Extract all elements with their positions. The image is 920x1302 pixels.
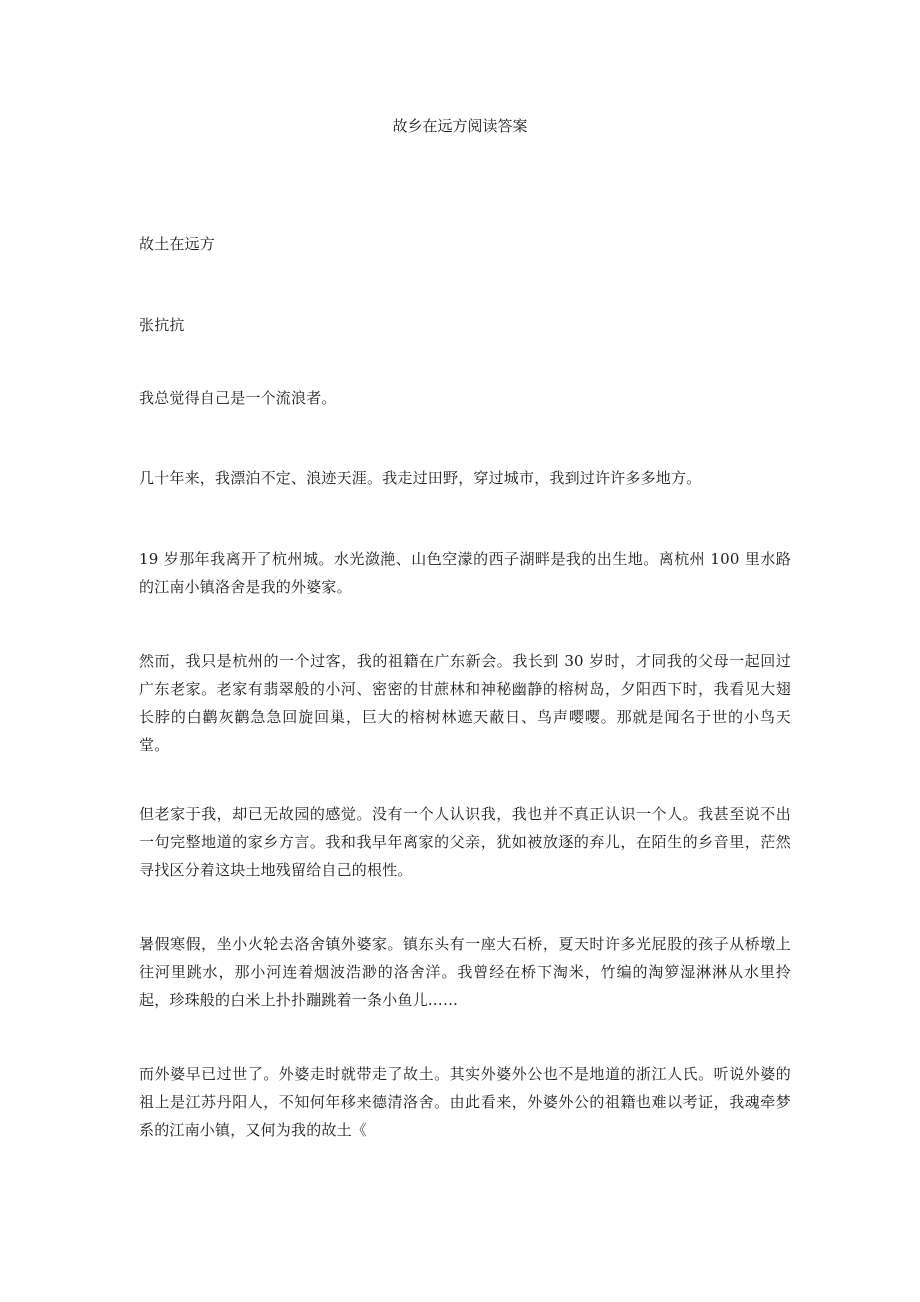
paragraph-1: 我总觉得自己是一个流浪者。 [139, 389, 337, 407]
paragraph-2: 几十年来，我漂泊不定、浪迹天涯。我走过田野，穿过城市，我到过许许多多地方。 [139, 469, 702, 487]
paragraph-7: 而外婆早已过世了。外婆走时就带走了故土。其实外婆外公也不是地道的浙江人氏。听说外婆的祖上是江苏丹阳人，不知何年移来德清洛舍。由此看来，外婆外公的祖籍也难以考证，我魂牵梦系的江南小镇，又何为我的故土《 [139, 1065, 791, 1139]
paragraph-5: 但老家于我，却已无故园的感觉。没有一个人认识我，我也并不真正认识一个人。我甚至说不出一句完整地道的家乡方言。我和我早年离家的父亲，犹如被放逐的弃儿，在陌生的乡音里，茫然寻找区分着这块土地残留给自己的根性。 [139, 805, 791, 879]
paragraph-6: 暑假寒假，坐小火轮去洛舍镇外婆家。镇东头有一座大石桥，夏天时许多光屁股的孩子从桥墩上往河里跳水，那小河连着烟波浩渺的洛舍洋。我曾经在桥下淘米，竹编的淘箩湿淋淋从水里拎起，珍珠般的白米上扑扑蹦跳着一条小鱼儿…… [139, 935, 791, 1009]
paragraph-4: 然而，我只是杭州的一个过客，我的祖籍在广东新会。我长到 30 岁时，才同我的父母一起回过广东老家。老家有翡翠般的小河、密密的甘蔗林和神秘幽静的榕树岛，夕阳西下时，我看见大翅长脖的白鹳灰鹳急急回旋回巢，巨大的榕树林遮天蔽日、鸟声嘤嘤。那就是闻名于世的小鸟天堂。 [139, 652, 791, 754]
article-author: 张抗抗 [139, 316, 185, 334]
paragraph-3: 19 岁那年我离开了杭州城。水光潋滟、山色空濛的西子湖畔是我的出生地。离杭州 100 里水路的江南小镇洛舍是我的外婆家。 [139, 550, 791, 596]
document-title: 故乡在远方阅读答案 [392, 117, 528, 135]
article-subtitle: 故土在远方 [139, 235, 216, 253]
